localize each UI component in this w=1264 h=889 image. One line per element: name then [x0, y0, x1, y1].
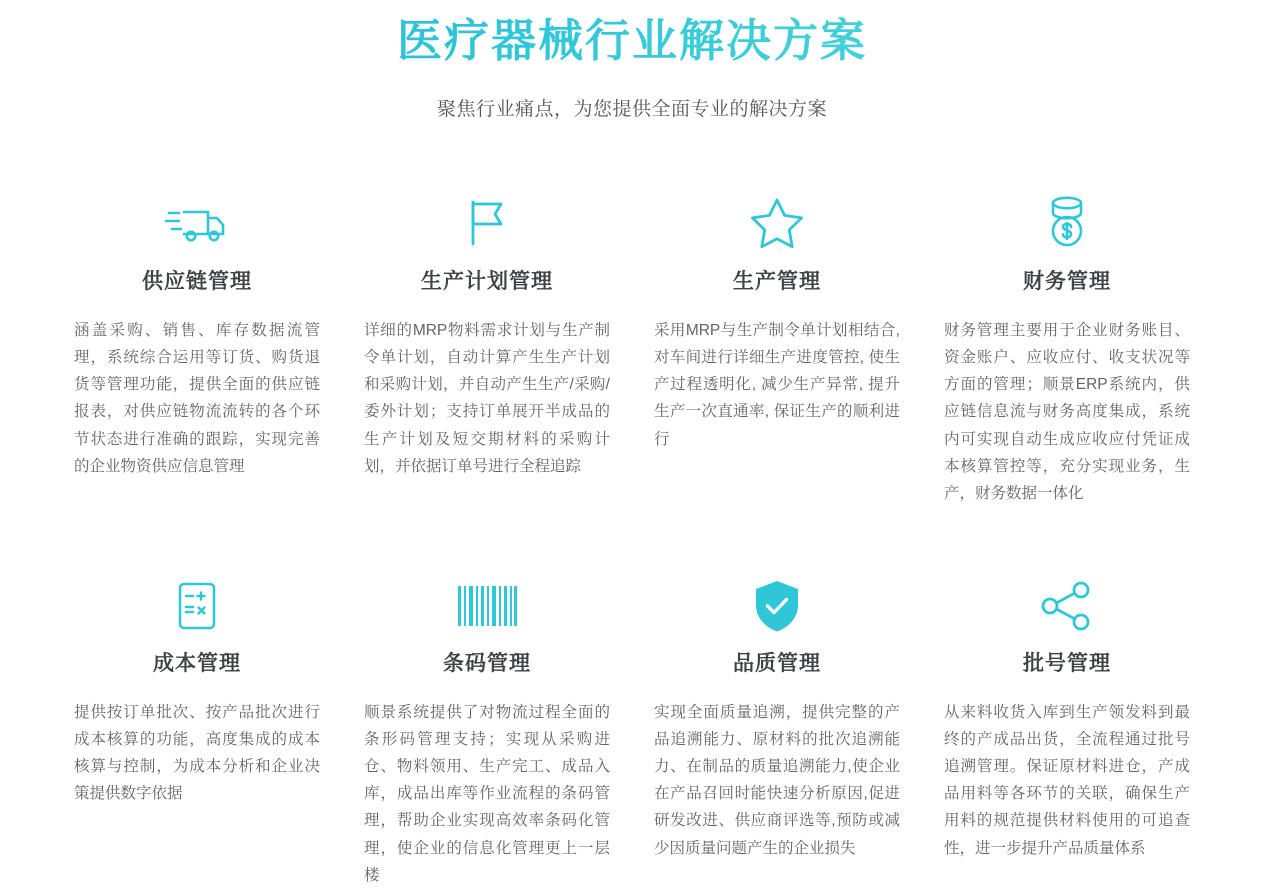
calculator-icon	[74, 569, 320, 643]
feature-card-quality	[632, 569, 922, 889]
feature-card-batch	[922, 569, 1212, 889]
feature-card-title: 批号管理	[1023, 651, 1111, 675]
feature-card-desc: 顺景系统提供了对物流过程全面的条形码管理支持；实现从采购进仓、物料领用、生产完工、成品入库，成品出库等作业流程的条码管理，帮助企业实现高效率条码化管理，使企业的信息化管理更上一层楼	[364, 703, 610, 884]
feature-card-desc: 采用MRP与生产制令单计划相结合, 对车间进行详细生产进度管控, 使生产过程透明化, 减少生产异常, 提升生产一次直通率, 保证生产的顺利进行	[654, 322, 900, 448]
feature-card-title: 生产管理	[733, 270, 821, 293]
feature-card-desc: 实现全面质量追溯，提供完整的产品追溯能力、原材料的批次追溯能力、在制品的质量追溯能力,使企业在产品召回时能快速分析原因,促进研发改进、供应商评选等,预防或减少因质量问题产生的企业损失	[654, 703, 900, 857]
feature-card-desc: 详细的MRP物料需求计划与生产制令单计划，自动计算产生生产计划和采购计划，并自动产生生产/采购/委外计划；支持订单展开半成品的生产计划及短交期材料的采购计划，并依据订单号进行全程追踪	[364, 322, 610, 475]
shield-icon	[654, 569, 900, 643]
feature-card-title: 品质管理	[733, 651, 821, 675]
feature-grid-row-1	[0, 183, 1264, 507]
feature-card-title: 供应链管理	[142, 270, 252, 293]
page-title: 医疗器械行业解决方案	[0, 14, 1264, 68]
feature-card-supply-chain	[52, 183, 342, 507]
truck-icon	[74, 183, 320, 261]
feature-card-title: 条码管理	[443, 651, 531, 675]
coin-dollar-icon	[944, 183, 1190, 261]
feature-grid-row-2	[0, 569, 1264, 889]
feature-card-desc: 财务管理主要用于企业财务账目、资金账户、应收应付、收支状况等方面的管理；顺景ERP系统内，供应链信息流与财务高度集成，系统内可实现自动生成应收应付凭证成本核算管控等，充分实现业务，生产，财务数据一体化	[944, 322, 1190, 502]
feature-card-cost	[52, 569, 342, 889]
star-icon	[654, 183, 900, 261]
feature-card-production	[632, 183, 922, 507]
barcode-icon	[364, 569, 610, 643]
feature-card-desc: 从来料收货入库到生产领发料到最终的产成品出货，全流程通过批号追溯管理。保证原材料进仓，产成品用料等各环节的关联，确保生产用料的规范提供材料使用的可追查性，进一步提升产品质量体系	[944, 703, 1190, 857]
feature-card-title: 生产计划管理	[421, 270, 553, 293]
feature-card-production-plan	[342, 183, 632, 507]
feature-card-finance	[922, 183, 1212, 507]
feature-card-desc: 涵盖采购、销售、库存数据流管理，系统综合运用等订货、购货退货等管理功能，提供全面的供应链报表，对供应链物流流转的各个环节状态进行准确的跟踪，实现完善的企业物资供应信息管理	[74, 322, 320, 475]
feature-card-desc: 提供按订单批次、按产品批次进行成本核算的功能，高度集成的成本核算与控制，为成本分析和企业决策提供数字依据	[74, 703, 320, 803]
feature-card-barcode	[342, 569, 632, 889]
share-nodes-icon	[944, 569, 1190, 643]
page-subtitle: 聚焦行业痛点，为您提供全面专业的解决方案	[436, 99, 827, 120]
flag-icon	[364, 183, 610, 261]
feature-card-title: 财务管理	[1023, 270, 1111, 293]
page-header	[0, 0, 1264, 121]
feature-card-title: 成本管理	[153, 651, 241, 675]
